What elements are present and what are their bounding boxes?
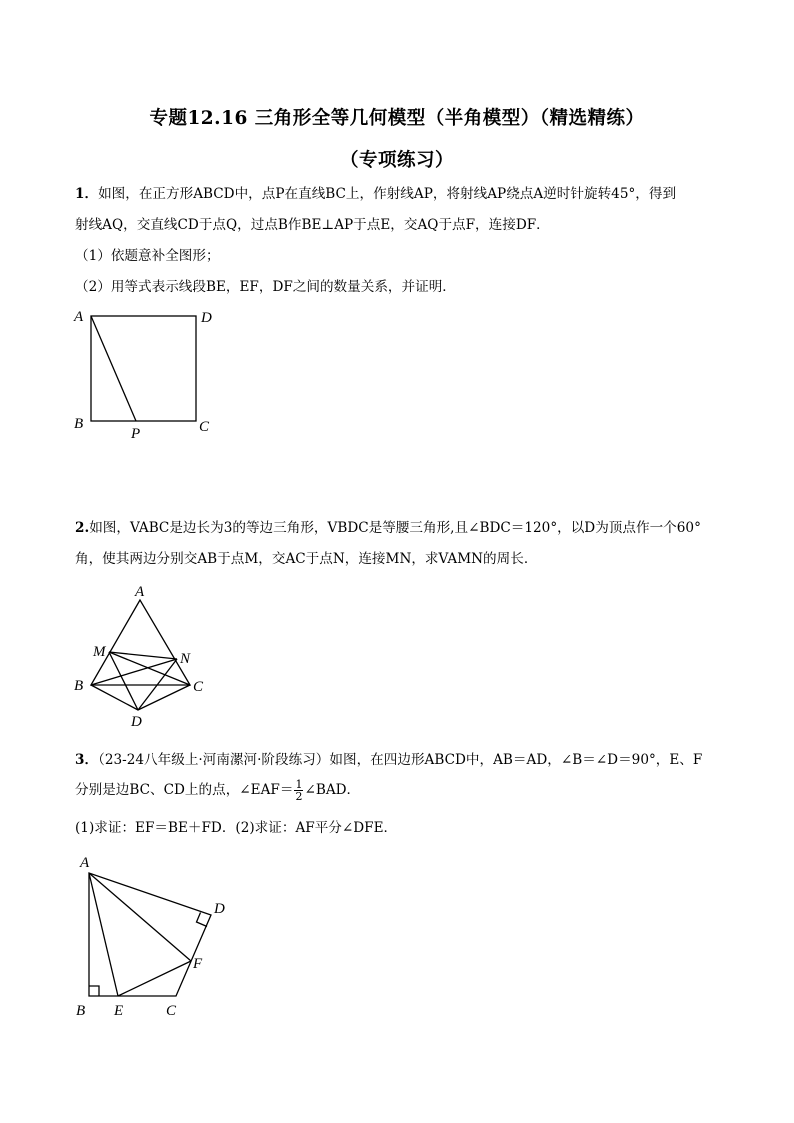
label-n: N [180,651,191,667]
label-a: A [135,584,145,600]
label-a: A [74,309,84,325]
segment-ef [118,961,191,996]
right-angle-mark-d [197,913,208,927]
page-subtitle: （专项练习） [339,150,454,171]
problem3-line3: (1)求证：EF＝BE＋FD．(2)求证：AF平分∠DFE． [75,820,398,836]
label-b: B [76,1003,86,1019]
problem1-part1: （1）依题意补全图形； [75,248,220,264]
label-c: C [199,419,210,435]
label-p: P [131,426,141,442]
label-b: B [74,678,84,694]
label-d: D [214,901,225,917]
problem2-number: 2. [75,520,90,536]
segment-af [89,873,191,961]
label-d: D [131,714,142,730]
problem3-number: 3． [75,752,99,768]
quadrilateral-abcd [89,873,211,996]
label-e: E [114,1003,124,1019]
label-a: A [80,855,90,871]
segment-ae [89,873,118,996]
problem3-line1: 3．（23-24八年级上·河南漯河·阶段练习）如图，在四边形ABCD中，AB＝AD，∠B＝∠D＝90°，E、F [75,752,703,768]
problem1-part2: （2）用等式表示线段BE，EF，DF之间的数量关系，并证明． [75,279,456,295]
problem3-line2: 分别是边BC、CD上的点，∠EAF＝ $\frac{1}{2}$ ∠BAD． [75,778,361,803]
label-c: C [193,679,204,695]
label-m: M [93,644,106,660]
problem2-line2: 角，使其两边分别交AB于点M，交AC于点N，连接MN，求VAMN的周长． [75,551,538,567]
problem2-line1: 2.如图，VABC是边长为3的等边三角形，VBDC是等腰三角形,且∠BDC＝120°，以D为顶点作一个60° [75,520,701,536]
label-c: C [166,1003,177,1019]
label-d: D [201,310,212,326]
label-f: F [193,956,203,972]
problem1-line1: 1．如图，在正方形ABCD中，点P在直线BC上，作射线AP，将射线AP绕点A逆时针旋转45°，得到 [75,186,677,202]
fraction-one-half: $\frac{1}{2}$ [295,778,303,803]
right-angle-mark-b [89,986,99,996]
problem1-number: 1． [75,186,99,202]
problem1-line2: 射线AQ，交直线CD于点Q，过点B作BE⊥AP于点E，交AQ于点F，连接DF． [75,217,550,233]
label-b: B [74,416,84,432]
page-title: 专题12.16 三角形全等几何模型（半角模型）（精选精练） [149,108,645,129]
